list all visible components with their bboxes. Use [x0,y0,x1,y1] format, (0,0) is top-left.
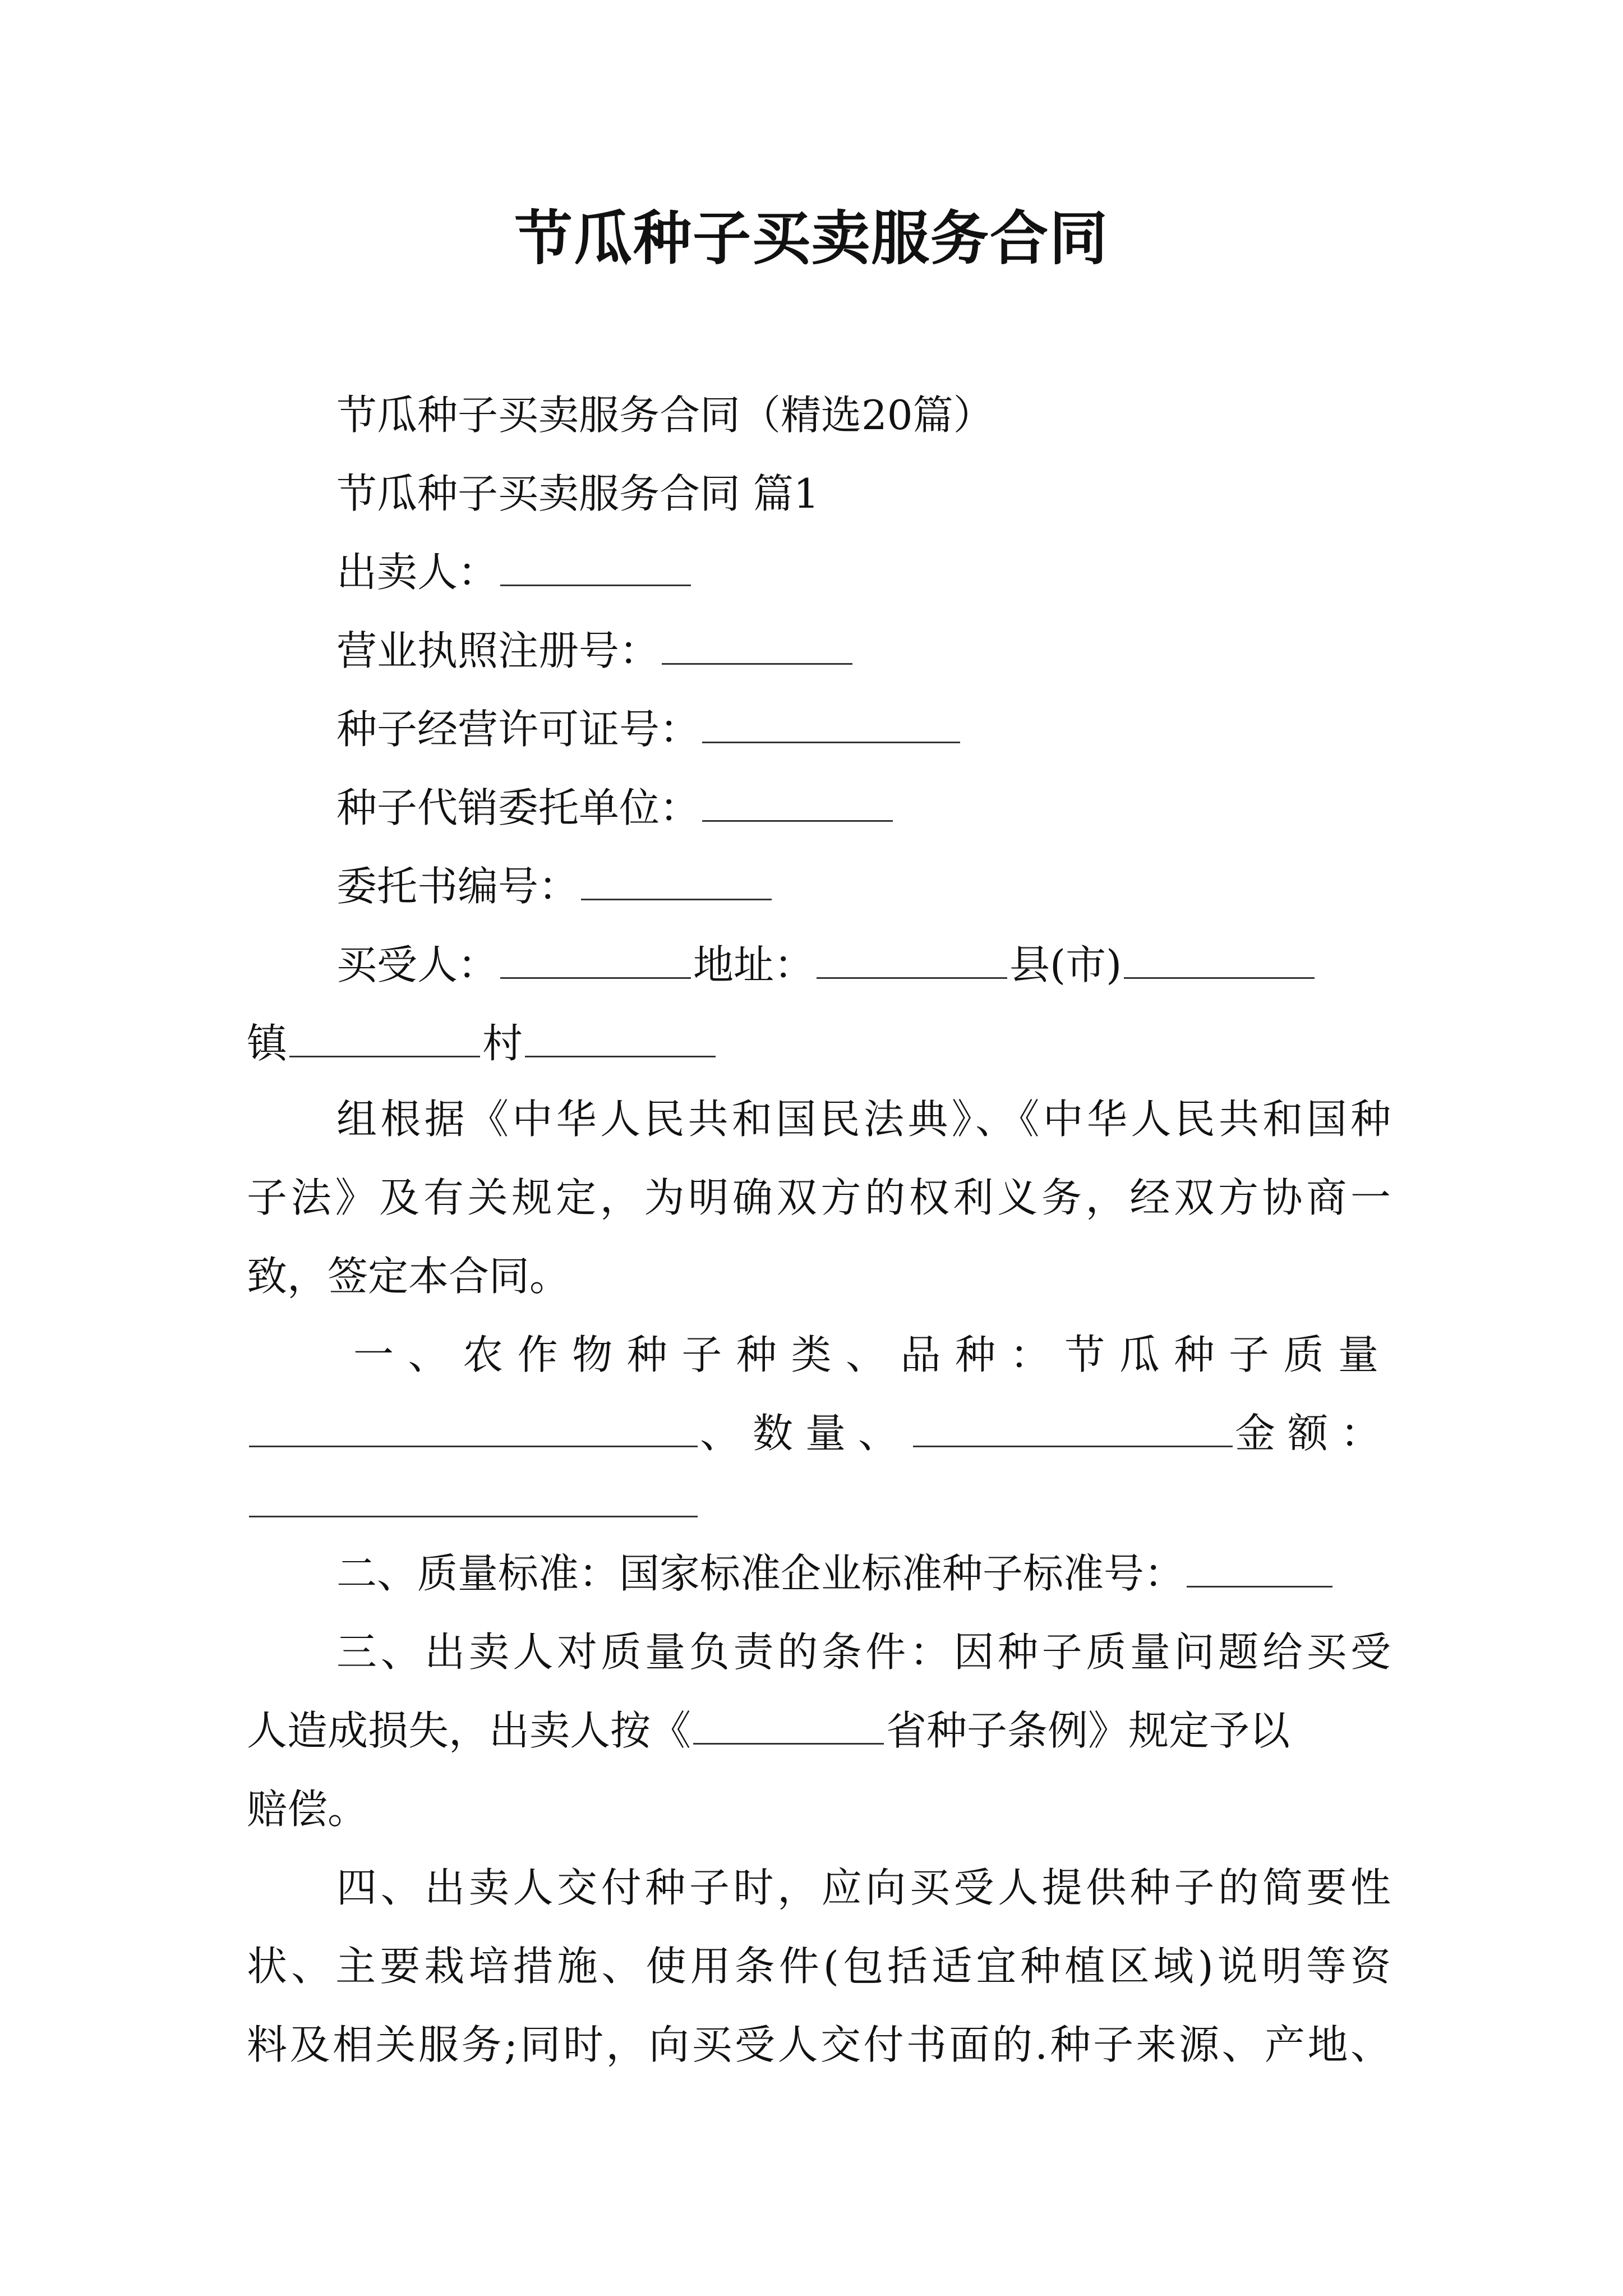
intro-line-3: 致，签定本合同。 [247,1253,570,1300]
clause2-text: 二、质量标准：国家标准企业标准种子标准号： [336,1550,1185,1597]
clause2-line [247,1545,1391,1602]
buyer-line [247,937,1391,993]
agent-unit-blank [702,786,893,822]
quantity-blank [913,1412,1233,1447]
license-blank [662,629,852,665]
clause1-line-1: 一、农作物种子种类、品种：节瓜种子质量 [353,1331,1391,1378]
seller-line [247,544,1391,600]
license-label: 营业执照注册号： [336,627,660,674]
clause1-line-3 [247,1475,1391,1531]
seed-permit-label: 种子经营许可证号： [336,706,700,753]
buyer-blank [500,944,691,979]
license-line [247,623,1391,679]
quality-blank [249,1412,698,1447]
intro-line-2: 子法》及有关规定，为明确双方的权利义务，经双方协商一 [247,1174,1391,1221]
amount-label: 金额： [1235,1410,1394,1457]
province-blank [693,1709,884,1745]
clause4-line-2: 状、主要栽培措施、使用条件(包括适宜种植区域)说明等资 [247,1943,1391,1990]
clause1-line-2 [247,1405,1394,1461]
seller-label: 出卖人： [336,549,499,596]
document-title: 节瓜种子买卖服务合同 [514,204,1109,273]
clause4-line-1: 四、出卖人交付种子时，应向买受人提供种子的简要性 [336,1864,1391,1911]
address-label: 地址： [693,941,815,988]
clause3-line-2b: 省种子条例》规定予以 [886,1707,1290,1754]
seed-permit-blank [702,708,960,743]
entrust-no-line [247,858,1391,914]
clause3-line-2a: 人造成损失，出卖人按《 [247,1707,691,1754]
town-blank [289,1022,480,1057]
address-blank [817,944,1007,979]
amount-blank [249,1482,698,1517]
clause3-line-3: 赔偿。 [247,1786,368,1833]
agent-unit-label: 种子代销委托单位： [336,784,700,831]
quantity-label: 、数量、 [700,1410,911,1457]
seller-blank [500,551,691,586]
seed-permit-line [247,701,1391,757]
village-label: 村 [482,1020,523,1067]
buyer-label: 买受人： [336,941,499,988]
clause3-line-1: 三、出卖人对质量负责的条件：因种子质量问题给买受 [336,1628,1391,1676]
entrust-no-label: 委托书编号： [336,863,579,910]
clause3-line-2 [247,1703,1391,1759]
town-label: 镇 [247,1020,288,1067]
clause4-line-3: 料及相关服务;同时，向买受人交付书面的.种子来源、产地、 [247,2021,1391,2068]
entrust-no-blank [581,865,772,900]
chapter-heading: 节瓜种子买卖服务合同 篇1 [336,470,819,517]
county-blank [1124,944,1315,979]
standard-no-blank [1187,1552,1332,1588]
subtitle: 节瓜种子买卖服务合同（精选20篇） [336,392,994,439]
town-line [247,1015,1391,1071]
village-blank [525,1022,716,1057]
intro-line-1: 组根据《中华人民共和国民法典》、《中华人民共和国种 [336,1096,1391,1143]
county-label: 县(市) [1009,941,1122,988]
agent-unit-line [247,780,1391,836]
